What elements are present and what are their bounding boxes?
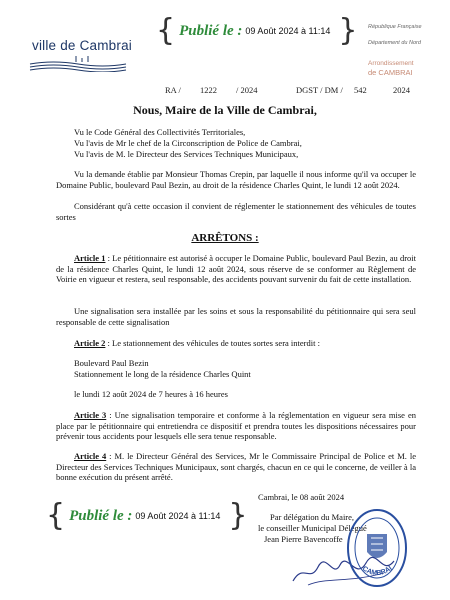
article-3-text: : Une signalisation temporaire et conforme à la réglementation en vigueur sera mise en place par le pétitionnaire qui entretiendra ce dispositif et prendra toutes les dispositions nécessaires pour prévenir tous accidents pour lesquels elle sera tenue responsable. — [56, 410, 416, 442]
article-1-signal-text: Une signalisation sera installée par les soins et sous la responsabilité du pétitionnaire qui sera seul responsable de cette signalisation — [56, 306, 416, 327]
article-4 — [56, 451, 416, 483]
article-3 — [56, 410, 416, 442]
stamp-date: 09 Août 2024 à 11:14 — [135, 511, 221, 521]
official-seal-icon — [346, 508, 408, 588]
left-brace-icon: { — [156, 13, 176, 48]
ref-dgst-number: 542 — [354, 85, 367, 95]
ref-ra-number: 1222 — [200, 85, 217, 95]
left-brace-icon: { — [46, 498, 66, 533]
article-4-label: Article 4 — [74, 451, 107, 461]
article-2-label: Article 2 — [74, 338, 106, 348]
stamp-label: Publié le : — [69, 507, 133, 524]
article-2-street: Boulevard Paul Bezin — [74, 358, 149, 368]
header-arrondissement-name: de CAMBRAI — [368, 68, 413, 77]
article-1-text: : Le pétitionnaire est autorisé à occuper le Domaine Public, boulevard Paul Bezin, au droit de la résidence Charles Quint, le lundi 12 août 2024, sous réserve de se conformer au Règlement de Voirie en vigueur et restera, seul responsable, des accidents pouvant survenir du fait de cette installation. — [56, 253, 416, 285]
stamp-date: 09 Août 2024 à 11:14 — [245, 26, 331, 36]
signature-delegation: Par délégation du Maire, — [270, 512, 355, 522]
consideration-2: Vu l'avis de Mr le chef de la Circonscription de Police de Cambrai, — [74, 138, 302, 148]
request-text: Vu la demande établie par Monsieur Thomas Crepin, par laquelle il nous informe qu'il va occuper le Domaine Public, boulevard Paul Bezin, au droit de la résidence Charles Quint, le lundi 12 août 2024. — [56, 169, 416, 190]
signature-role: le conseiller Municipal Délégué — [258, 523, 367, 533]
consideration-1: Vu le Code Général des Collectivités Territoriales, — [74, 127, 246, 137]
ref-year1: / 2024 — [236, 85, 258, 95]
ref-year2: 2024 — [393, 85, 410, 95]
city-logo-waves-icon — [28, 56, 128, 72]
ref-ra: RA / — [165, 85, 181, 95]
publication-stamp-top — [156, 13, 358, 48]
header-republic: République Française — [368, 24, 422, 30]
header-department: Département du Nord — [368, 40, 421, 46]
stamp-label: Publié le : — [179, 22, 243, 39]
article-2-when: le lundi 12 août 2024 de 7 heures à 16 heures — [74, 389, 228, 399]
page-title: Nous, Maire de la Ville de Cambrai, — [133, 103, 317, 117]
considering-text: Considérant qu'à cette occasion il convient de réglementer le stationnement des véhicules de toutes sortes — [56, 201, 416, 222]
article-4-text: : M. le Directeur Général des Services, Mr le Commissaire Principal de Police et M. le Directeur des Services Techniques Municipaux, sont chargés, chacun en ce qui le concerne, de veiller à la bonne exécution du présent arrêté. — [56, 451, 416, 483]
consideration-3: Vu l'avis de M. le Directeur des Services Techniques Municipaux, — [74, 149, 299, 159]
article-2-location: Stationnement le long de la résidence Charles Quint — [74, 369, 251, 379]
signature-name: Jean Pierre Bavencoffe — [264, 534, 343, 544]
publication-stamp-bottom — [46, 498, 248, 533]
seal-text: CAMBRAI — [360, 565, 394, 578]
city-logo-text: ville de Cambrai — [32, 38, 132, 53]
right-brace-icon: } — [228, 498, 248, 533]
article-1 — [56, 253, 416, 285]
signature-place-date: Cambrai, le 08 août 2024 — [258, 492, 345, 502]
header-arrondissement: Arrondissement — [368, 60, 414, 67]
article-3-label: Article 3 — [74, 410, 107, 420]
right-brace-icon: } — [338, 13, 358, 48]
ref-dgst: DGST / DM / — [296, 85, 343, 95]
considering-paragraph — [56, 201, 416, 222]
article-2 — [56, 338, 416, 349]
article-1-label: Article 1 — [74, 253, 106, 263]
request-paragraph — [56, 169, 416, 190]
article-2-text: : Le stationnement des véhicules de toutes sortes sera interdit : — [105, 338, 320, 348]
arretons-heading: ARRÊTONS : — [191, 232, 259, 244]
article-1-signal — [56, 306, 416, 327]
